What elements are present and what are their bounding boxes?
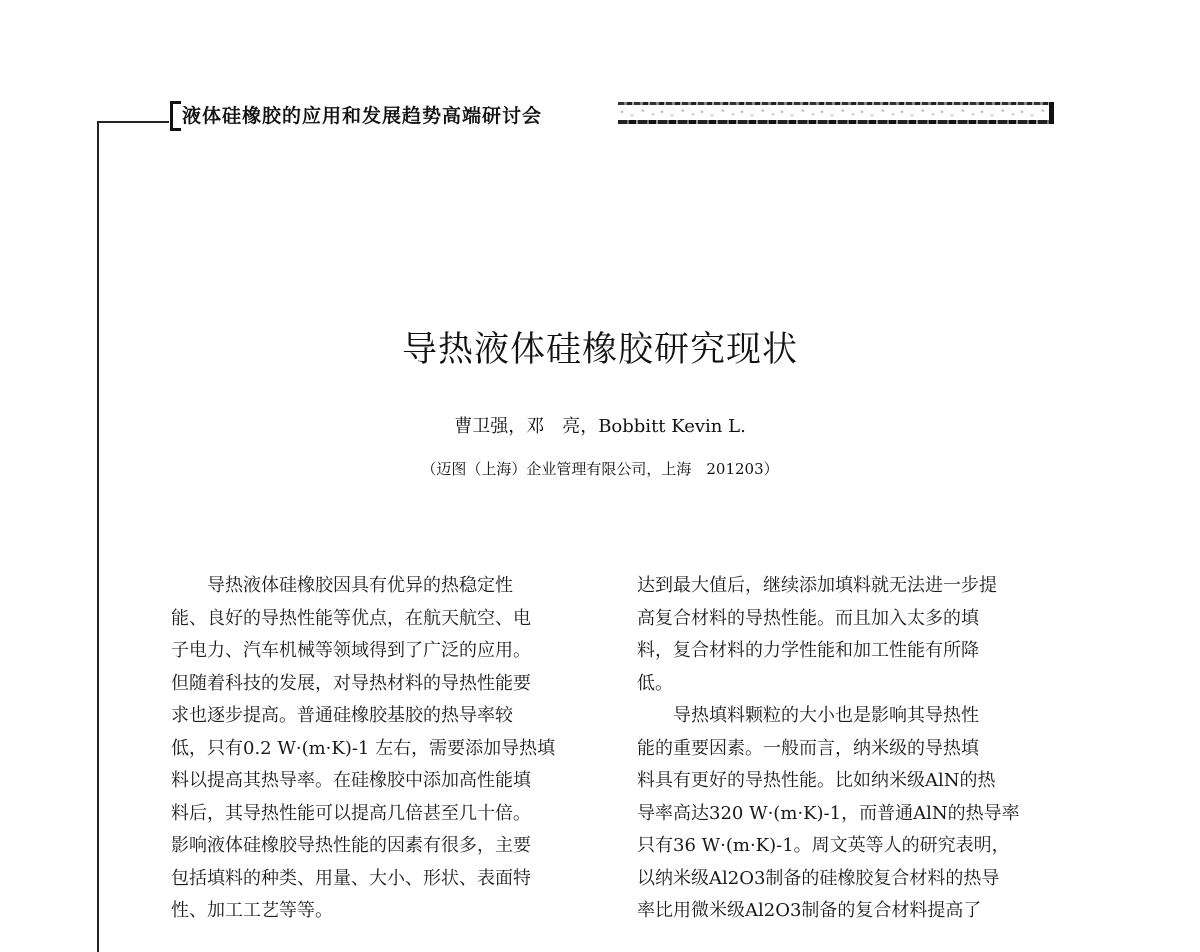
header-bracket (170, 101, 181, 131)
text-line: 达到最大值后，继续添加填料就无法进一步提 (637, 575, 997, 596)
text-line: 低，只有0.2 W·(m·K)-1 左右，需要添加导热填 (171, 737, 556, 759)
conference-title: 液体硅橡胶的应用和发展趋势高端研讨会 (182, 105, 543, 127)
body-paragraph (637, 570, 1067, 700)
affiliation: （迈图（上海）企业管理有限公司，上海 201203） (421, 460, 779, 478)
text-line: 能、良好的导热性能等优点，在航天航空、电 (171, 607, 531, 629)
text-line: 导热填料颗粒的大小也是影响其导热性 (673, 705, 979, 726)
running-header (168, 96, 1056, 132)
text-line: 导率高达320 W·(m·K)-1，而普通AlN的热导率 (637, 802, 1020, 824)
text-line: 料以提高其热导率。在硅橡胶中添加高性能填 (171, 770, 531, 791)
left-column (171, 570, 601, 928)
text-line: 料具有更好的导热性能。比如纳米级AlN的热 (637, 770, 996, 791)
text-line: 高复合材料的导热性能。而且加入太多的填 (637, 607, 979, 629)
text-line: 以纳米级Al2O3制备的硅橡胶复合材料的热导 (637, 867, 1000, 889)
right-column (637, 570, 1067, 928)
author-list: 曹卫强，邓 亮，Bobbitt Kevin L. (454, 416, 746, 437)
paper-title: 导热液体硅橡胶研究现状 (401, 330, 798, 370)
header-decorative-band (618, 102, 1054, 124)
text-line: 料，复合材料的力学性能和加工性能有所降 (637, 640, 979, 661)
text-line: 只有36 W·(m·K)-1。周文英等人的研究表明， (637, 835, 1010, 856)
text-line: 包括填料的种类、用量、大小、形状、表面特 (171, 867, 531, 889)
margin-tick (97, 121, 169, 123)
text-line: 能的重要因素。一般而言，纳米级的导热填 (637, 737, 979, 759)
text-line: 但随着科技的发展，对导热材料的导热性能要 (171, 672, 531, 694)
margin-rule (97, 122, 99, 952)
text-line: 导热液体硅橡胶因具有优异的热稳定性 (207, 575, 513, 596)
text-line: 料后，其导热性能可以提高几倍甚至几十倍。 (171, 802, 531, 824)
body-paragraph (171, 570, 601, 928)
body-paragraph (637, 700, 1067, 928)
text-line: 影响液体硅橡胶导热性能的因素有很多，主要 (171, 835, 531, 856)
text-line: 率比用微米级Al2O3制备的复合材料提高了 (637, 900, 982, 921)
text-line: 低。 (637, 672, 673, 694)
text-line: 求也逐步提高。普通硅橡胶基胶的热导率较 (171, 705, 513, 726)
text-line: 子电力、汽车机械等领域得到了广泛的应用。 (171, 640, 531, 661)
text-line: 性、加工工艺等等。 (171, 900, 333, 921)
